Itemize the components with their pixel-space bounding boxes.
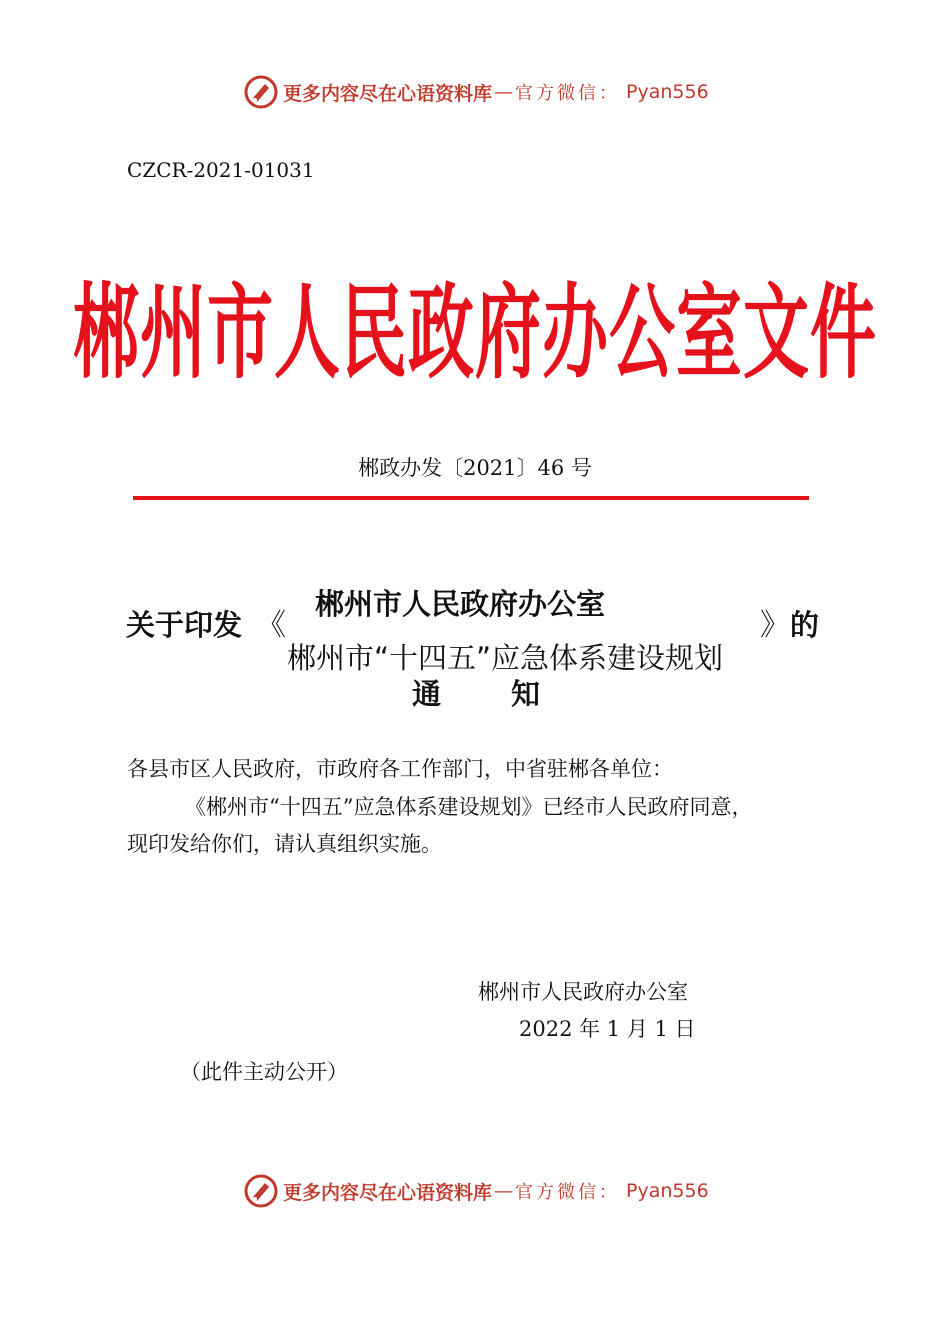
pen-logo-icon: [243, 74, 279, 110]
watermark-text: 更多内容尽在心语资料库: [283, 1181, 493, 1204]
pen-logo-icon: [243, 1173, 279, 1209]
salutation: 各县市区人民政府，市政府各工作部门，中省驻郴各单位：: [127, 757, 673, 781]
document-number: 郴政办发〔2021〕46 号: [358, 456, 592, 480]
document-code: CZCR-2021-01031: [127, 158, 315, 182]
watermark-top: [243, 72, 709, 112]
signature-date: 2022 年 1 月 1 日: [519, 1017, 696, 1041]
title-notice-char-2: 知: [511, 677, 541, 711]
watermark-bottom: [243, 1171, 709, 1211]
body-paragraph-line-2: 现印发给你们，请认真组织实施。: [127, 832, 442, 856]
title-line-notice: [412, 672, 540, 713]
title-right-bracket: 》: [760, 608, 790, 643]
watermark-dash: —: [494, 1180, 514, 1202]
watermark-dash: —: [494, 81, 514, 103]
watermark-text: 更多内容尽在心语资料库: [283, 82, 493, 105]
title-line-issuer: 郴州市人民政府办公室: [315, 587, 606, 621]
title-suffix: 的: [790, 608, 820, 642]
title-line-plan: 郴州市“十四五”应急体系建设规划: [287, 641, 724, 675]
title-prefix: 关于印发: [126, 608, 243, 642]
watermark-label: 官方微信：: [515, 1182, 621, 1203]
watermark-wechat-id: Pyan556: [626, 81, 709, 103]
watermark-label: 官方微信：: [515, 83, 621, 104]
watermark-wechat-id: Pyan556: [626, 1180, 709, 1202]
title-left-bracket: 《: [256, 608, 286, 643]
red-divider: [133, 496, 809, 500]
title-notice-char-1: 通: [412, 677, 442, 711]
masthead-title: 郴州市人民政府办公室文件: [73, 273, 877, 393]
public-disclosure-note: （此件主动公开）: [180, 1060, 348, 1084]
signature-organization: 郴州市人民政府办公室: [478, 980, 688, 1004]
body-paragraph-line-1: 《郴州市“十四五”应急体系建设规划》已经市人民政府同意，: [185, 795, 753, 819]
